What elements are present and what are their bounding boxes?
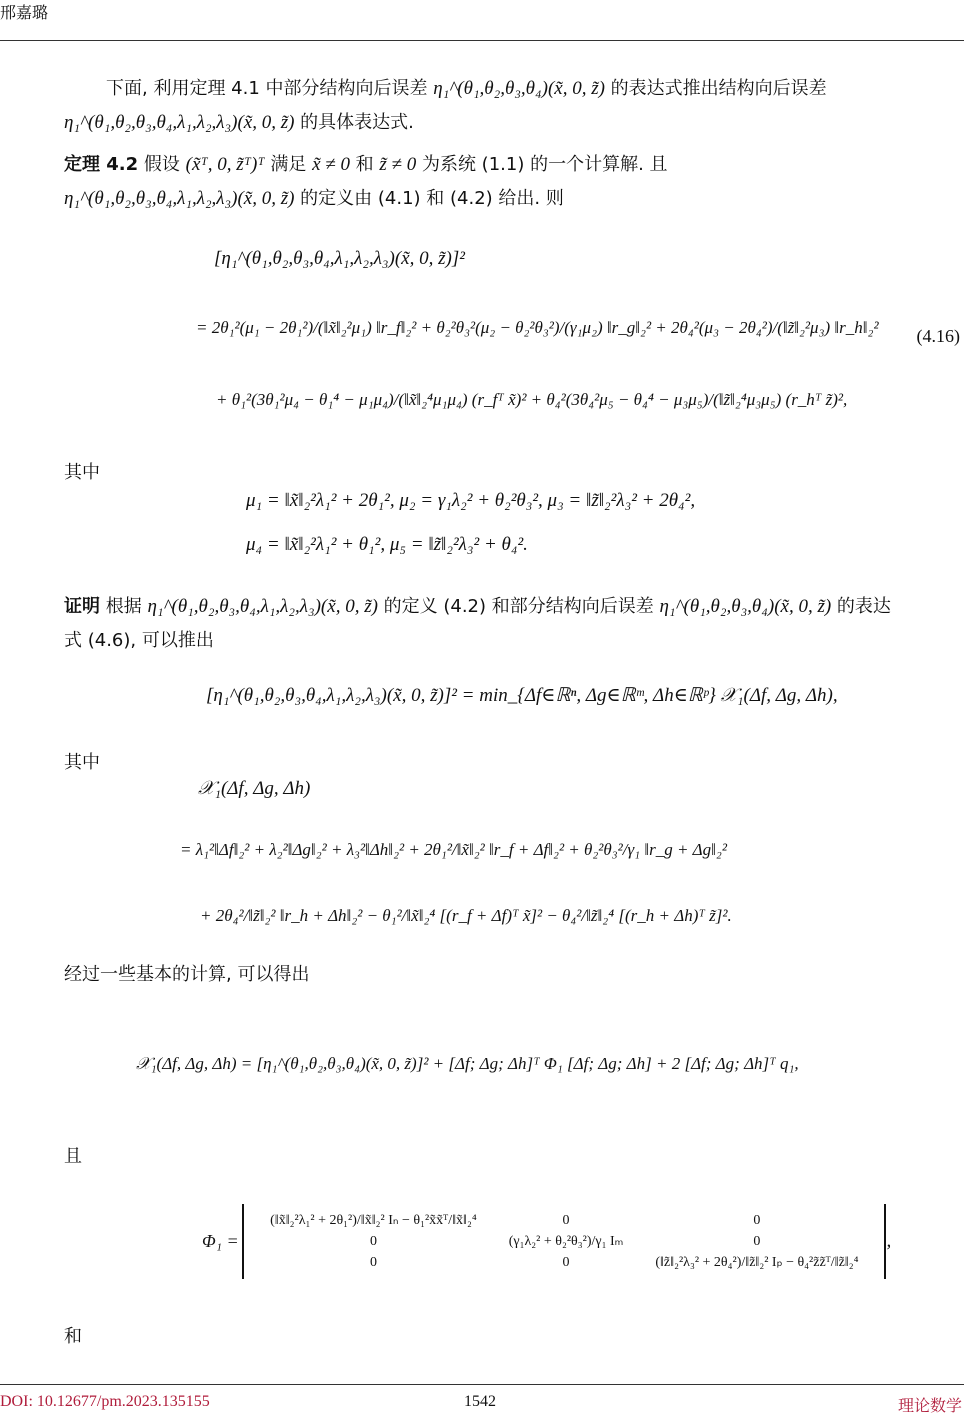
phi-r3c1: 0 — [369, 1254, 377, 1270]
x-nonzero: x̃ ≠ 0 — [312, 154, 350, 175]
footer-rule — [0, 1384, 964, 1385]
x1-lhs: 𝒳₁(Δf, Δg, Δh) — [198, 778, 311, 799]
eq416-lhs: [η₁^(θ₁,θ₂,θ₃,θ₄,λ₁,λ₂,λ₃)(x̃, 0, z̃)]² — [214, 248, 465, 269]
theorem-label: 定理 4.2 — [64, 154, 139, 175]
header-rule — [0, 40, 964, 41]
phi-matrix — [242, 1204, 886, 1279]
proof-eta-partial: η₁^(θ₁,θ₂,θ₃,θ₄)(x̃, 0, z̃) — [659, 596, 832, 617]
phi-lhs: Φ₁ = — [202, 1231, 239, 1251]
proof-eta-full: η₁^(θ₁,θ₂,θ₃,θ₄,λ₁,λ₂,λ₃)(x̃, 0, z̃) — [147, 596, 378, 617]
phi-r2c3: 0 — [753, 1233, 761, 1249]
proof-line-1 — [64, 590, 964, 624]
where-label-2: 其中 — [64, 752, 100, 773]
theorem-line-2 — [64, 182, 954, 216]
phi-r3c3: (‖z̃‖₂²λ₃² + 2θ₄²)/‖z̃‖₂² Iₚ − θ₄²z̃z̃ᵀ/‖z̃‖₂⁴ — [655, 1255, 859, 1270]
theorem-line-1 — [64, 148, 954, 182]
eq416-row1: = 2θ₁²(μ₁ − 2θ₁²)/(‖x̃‖₂²μ₁) ‖r_f‖₂² + θ₂²θ₃²(μ₂ − θ₂²θ₃²)/(γ₁μ₂) ‖r_g‖₂² + 2θ₄²(μ₃ − 2θ₄²)/(‖z̃‖₂²μ₃) ‖r_h‖₂² — [196, 318, 879, 337]
page-number: 1542 — [464, 1393, 496, 1410]
equation-number-416: (4.16) — [916, 326, 960, 346]
proof-line-2: 式 (4.6), 可以推出 — [64, 630, 214, 651]
x1-row2: + 2θ₄²/‖z̃‖₂² ‖r_h + Δh‖₂² − θ₁²/‖x̃‖₂⁴ [(r_f + Δf)ᵀ x̃]² − θ₄²/‖z̃‖₂⁴ [(r_h + Δh)ᵀ z̃]². — [200, 906, 732, 925]
theorem-text-end: 的定义由 (4.1) 和 (4.2) 给出. 则 — [294, 188, 564, 209]
and-label: 且 — [64, 1146, 82, 1167]
solution-vector: (x̃ᵀ, 0, z̃ᵀ)ᵀ — [185, 154, 265, 175]
phi-r3c2: 0 — [562, 1254, 570, 1270]
structured-backward-error-expr: η₁^(θ₁,θ₂,θ₃,θ₄,λ₁,λ₂,λ₃)(x̃, 0, z̃) — [64, 112, 295, 133]
eq416-row2: + θ₁²(3θ₁²μ₄ − θ₁⁴ − μ₁μ₄)/(‖x̃‖₂⁴μ₁μ₄) (r_fᵀ x̃)² + θ₄²(3θ₄²μ₅ − θ₄⁴ − μ₃μ₅)/(‖z̃‖₂⁴μ₃μ₅) (r_hᵀ z̃)², — [216, 390, 848, 409]
phi-matrix-block — [202, 1204, 891, 1279]
theorem-text: 假设 — [143, 154, 186, 175]
min-equation: [η₁^(θ₁,θ₂,θ₃,θ₄,λ₁,λ₂,λ₃)(x̃, 0, z̃)]² = min_{Δf∈ℝⁿ, Δg∈ℝᵐ, Δh∈ℝᵖ} 𝒳₁(Δf, Δg, Δh), — [206, 685, 838, 706]
intro-text-pre: 下面, 利用定理 4.1 中部分结构向后误差 — [106, 78, 434, 99]
and-label-2: 和 — [64, 1326, 82, 1347]
proof-text-pre: 根据 — [105, 596, 148, 617]
partial-backward-error-expr: η₁^(θ₁,θ₂,θ₃,θ₄)(x̃, 0, z̃) — [433, 78, 605, 99]
intro-line-2 — [64, 106, 954, 140]
phi-r2c2: (γ₁λ₂² + θ₂²θ₃²)/γ₁ Iₘ — [508, 1234, 624, 1249]
theorem-text-mid: 满足 — [264, 154, 313, 175]
theorem-and: 和 — [349, 154, 380, 175]
theorem-text-post: 为系统 (1.1) 的一个计算解. 且 — [416, 154, 668, 175]
z-nonzero: z̃ ≠ 0 — [379, 154, 417, 175]
running-header-author: 邢嘉璐 — [0, 3, 49, 22]
mu-definitions-1: μ₁ = ‖x̃‖₂²λ₁² + 2θ₁², μ₂ = γ₁λ₂² + θ₂²θ₃², μ₃ = ‖z̃‖₂²λ₃² + 2θ₄², — [246, 490, 696, 511]
compute-text: 经过一些基本的计算, 可以得出 — [64, 964, 310, 985]
mu-definitions-2: μ₄ = ‖x̃‖₂²λ₁² + θ₁², μ₅ = ‖z̃‖₂²λ₃² + θ₄². — [246, 534, 528, 555]
phi-r1c2: 0 — [562, 1212, 570, 1228]
phi-tail: , — [886, 1230, 892, 1252]
proof-text-post: 的表达 — [831, 596, 891, 617]
phi-r1c1: (‖x̃‖₂²λ₁² + 2θ₁²)/‖x̃‖₂² Iₙ − θ₁²x̃x̃ᵀ/‖x̃‖₂⁴ — [270, 1213, 477, 1228]
proof-text-mid: 的定义 (4.2) 和部分结构向后误差 — [377, 596, 660, 617]
intro-line-1 — [106, 72, 956, 106]
phi-r1c3: 0 — [753, 1212, 761, 1228]
x1-quadratic-form: 𝒳₁(Δf, Δg, Δh) = [η₁^(θ₁,θ₂,θ₃,θ₄)(x̃, 0, z̃)]² + [Δf; Δg; Δh]ᵀ Φ₁ [Δf; Δg; Δh] + 2 [Δf; Δg; Δh]ᵀ q₁, — [136, 1054, 799, 1073]
where-label-1: 其中 — [64, 462, 100, 483]
intro-text-end: 的具体表达式. — [294, 112, 414, 133]
phi-r2c1: 0 — [369, 1233, 377, 1249]
x1-row1: = λ₁²‖Δf‖₂² + λ₂²‖Δg‖₂² + λ₃²‖Δh‖₂² + 2θ₁²/‖x̃‖₂² ‖r_f + Δf‖₂² + θ₂²θ₃²/γ₁ ‖r_g + Δg‖₂² — [180, 840, 727, 859]
journal-name: 理论数学 — [897, 1396, 962, 1415]
doi-link[interactable]: DOI: 10.12677/pm.2023.135155 — [0, 1393, 210, 1410]
theorem-eta-expr: η₁^(θ₁,θ₂,θ₃,θ₄,λ₁,λ₂,λ₃)(x̃, 0, z̃) — [64, 188, 295, 209]
intro-text-post: 的表达式推出结构向后误差 — [604, 78, 827, 99]
proof-label: 证明 — [64, 596, 100, 617]
